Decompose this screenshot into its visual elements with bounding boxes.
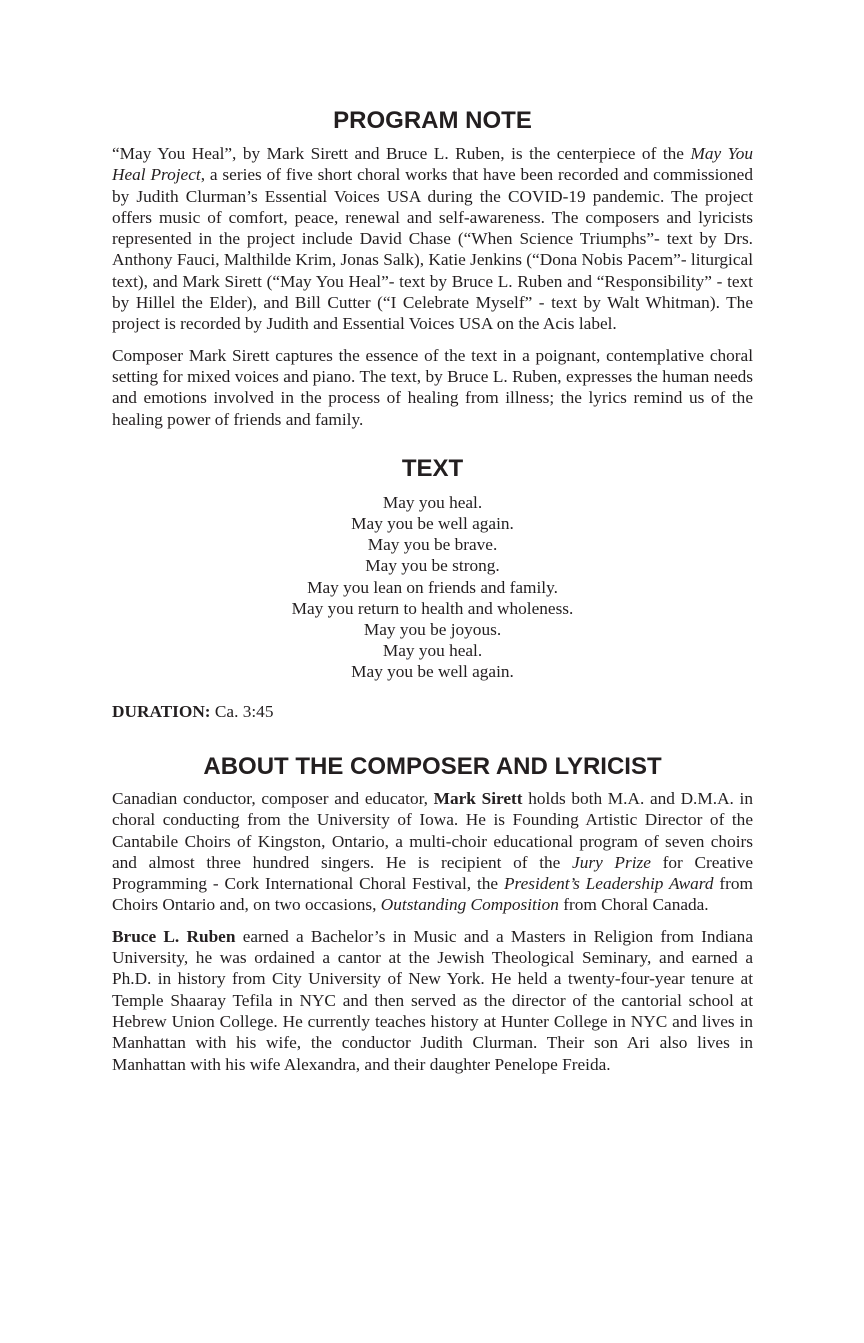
lyric-line: May you be strong. [365, 556, 500, 576]
about-composer-paragraph [112, 788, 753, 916]
text-run: , a series of five short choral works that have been recorded and commissioned by Judith Clurman’s Essential Voices USA during the COVID-19 pandemic. The project offers music of comfort, peace, renewal and self-awareness. The composers and lyricists represented in the project include David Chase (“When Science Triumphs”- text by Drs. Anthony Fauci, Malthilde Krim, Jonas Salk), Katie Jenkins (“Dona Nobis Pacem”- liturgical text), and Mark Sirett (“May You Heal”- text by Bruce L. Ruben and “Responsibility” - text by Hillel the Elder), and Bill Cutter (“I Celebrate Myself” - text by Walt Whitman). The project is recorded by Judith and Essential Voices USA on the Acis label. [112, 165, 753, 334]
text-run: “May You Heal”, by Mark Sirett and Bruce L. Ruben, is the centerpiece of the [112, 144, 691, 163]
lyric-line: May you be brave. [367, 535, 498, 555]
composer-name: Mark Sirett [433, 788, 523, 808]
lyric-line: May you heal. [382, 492, 483, 512]
program-note-paragraph-2: Composer Mark Sirett captures the essence of the text in a poignant, contemplative choral setting for mixed voices and piano. The text, by Bruce L. Ruben, expresses the human needs and emotions involved in the process of healing from illness; the lyrics remind us of the healing power of friends and family. [112, 345, 753, 429]
about-heading: ABOUT THE COMPOSER AND LYRICIST [203, 752, 662, 780]
lyric-line: May you lean on friends and family. [307, 577, 558, 597]
text-run: from Choirs Ontario and, on two occasions, [112, 874, 753, 915]
lyric-line: May you return to health and wholeness. [291, 598, 574, 618]
duration-value: Ca. 3:45 [210, 701, 274, 721]
lyric-line: May you be joyous. [363, 620, 502, 640]
lyric-line: May you be well again. [351, 514, 514, 534]
program-note-paragraph-1 [112, 143, 753, 335]
lyric-line: May you be well again. [351, 662, 514, 682]
text-run: from Choral Canada. [558, 895, 709, 915]
program-note-heading: PROGRAM NOTE [333, 107, 532, 134]
project-title: May You Heal Project [112, 144, 753, 185]
award-title: Jury Prize [572, 852, 651, 872]
award-title: Outstanding Composition [380, 895, 559, 915]
lyrics [112, 492, 753, 683]
award-title: President’s Leadership Award [503, 874, 714, 894]
about-lyricist-paragraph [112, 926, 753, 1075]
lyric-line: May you heal. [382, 641, 483, 661]
text-run: Canadian conductor, composer and educator, [112, 788, 434, 808]
text-run: holds both M.A. and D.M.A. in choral conducting from the University of Iowa. He is Founding Artistic Director of the Cantabile Choirs of Kingston, Ontario, a multi-choir educational program of seven choirs and almost three hundred singers. He is recipient of the [112, 788, 753, 872]
document-page [112, 106, 753, 1075]
duration-label: DURATION: [112, 701, 211, 721]
text-run: for Creative Programming - Cork International Choral Festival, the [112, 852, 753, 894]
duration [112, 701, 753, 722]
text-run: earned a Bachelor’s in Music and a Masters in Religion from Indiana University, he was ordained a cantor at the Jewish Theological Seminary, and earned a Ph.D. in history from City University of New York. He held a twenty-four-year tenure at Temple Shaaray Tefila in NYC and then served as the director of the cantorial school at Hebrew Union College. He currently teaches history at Hunter College in NYC and lives in Manhattan with his wife, the conductor Judith Clurman. Their son Ari also lives in Manhattan with his wife Alexandra, and their daughter Penelope Freida. [112, 926, 753, 1074]
text-heading: TEXT [401, 454, 464, 482]
lyricist-name: Bruce L. Ruben [112, 926, 236, 946]
